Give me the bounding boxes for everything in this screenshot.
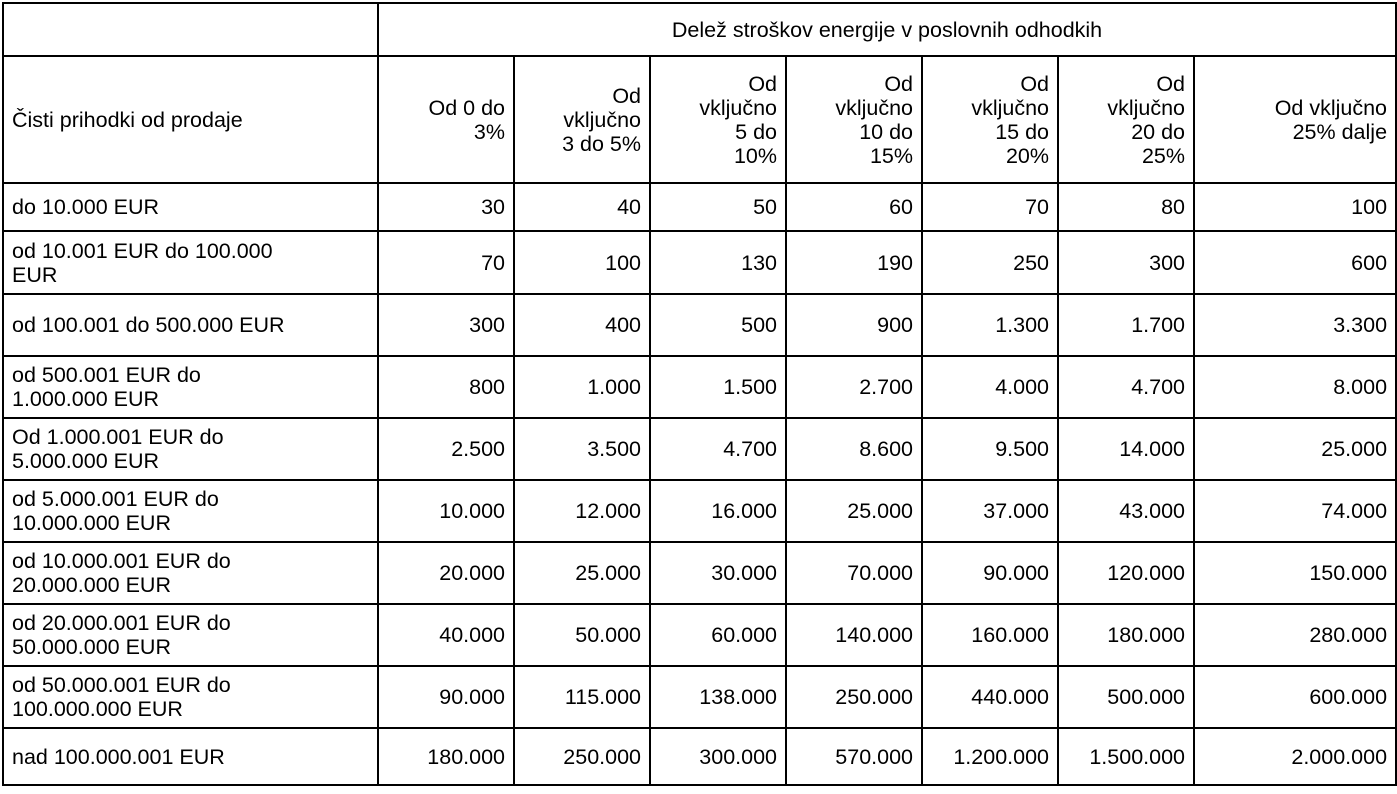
table-cell: 60.000 [650, 604, 786, 666]
table-cell: 25.000 [514, 542, 650, 604]
table-cell: 1.500.000 [1058, 728, 1194, 785]
group-header: Delež stroškov energije v poslovnih odhodkih [378, 3, 1396, 56]
table-row [3, 183, 1396, 231]
table-cell: 90.000 [378, 666, 514, 728]
column-header-line: 15% [869, 143, 913, 168]
table-cell: 70 [378, 231, 514, 294]
row-label-line: nad 100.000.001 EUR [12, 744, 225, 769]
row-label-line: 5.000.000 EUR [12, 449, 160, 473]
row-label-line: 1.000.000 EUR [12, 387, 160, 411]
row-label-line: 100.000.000 EUR [12, 697, 183, 721]
column-header-line: Od [748, 71, 777, 96]
column-header-line: 5 do [735, 119, 777, 144]
table-cell: 80 [1058, 183, 1194, 231]
table-cell: 1.700 [1058, 294, 1194, 356]
table-cell: 43.000 [1058, 480, 1194, 542]
table-cell: 190 [786, 231, 922, 294]
row-label-line: EUR [12, 262, 58, 287]
row-label [3, 356, 378, 418]
column-header-line: vključno [1107, 95, 1185, 120]
table-cell: 250.000 [786, 666, 922, 728]
table-cell: 500 [650, 294, 786, 356]
row-label [3, 294, 378, 356]
column-header-line: vključno [563, 107, 641, 132]
column-header-line: 10% [733, 143, 777, 168]
column-header-line: vključno [835, 95, 913, 120]
table-cell: 4.700 [1058, 356, 1194, 418]
table-cell: 3.300 [1194, 294, 1396, 356]
table-row [3, 542, 1396, 604]
table-cell: 300.000 [650, 728, 786, 785]
table-cell: 180.000 [378, 728, 514, 785]
table-cell: 300 [1058, 231, 1194, 294]
group-header-row [3, 3, 1396, 56]
column-header-line: 15 do [995, 119, 1049, 144]
table-cell: 90.000 [922, 542, 1058, 604]
column-header [514, 56, 650, 183]
energy-cost-table [2, 2, 1397, 786]
table-cell: 250.000 [514, 728, 650, 785]
table-cell: 600 [1194, 231, 1396, 294]
column-header-line: Od [884, 71, 913, 96]
column-header-line: 25% [1141, 143, 1185, 168]
table-cell: 570.000 [786, 728, 922, 785]
table-cell: 16.000 [650, 480, 786, 542]
row-label-line: do 10.000 EUR [12, 195, 160, 219]
column-header-line: vključno [699, 95, 777, 120]
row-label-line: od 100.001 do 500.000 EUR [12, 313, 285, 337]
table-cell: 130 [650, 231, 786, 294]
row-label [3, 480, 378, 542]
table-cell: 1.000 [514, 356, 650, 418]
row-header: Čisti prihodki od prodaje [3, 56, 378, 183]
table-cell: 160.000 [922, 604, 1058, 666]
column-header-line: Od vključno [1274, 95, 1388, 120]
row-label-line: Od 1.000.001 EUR do [12, 425, 224, 449]
table-cell: 250 [922, 231, 1058, 294]
table-cell: 74.000 [1194, 480, 1396, 542]
table-row [3, 294, 1396, 356]
row-label [3, 418, 378, 480]
column-header [1058, 56, 1194, 183]
table-row [3, 666, 1396, 728]
table-cell: 8.600 [786, 418, 922, 480]
row-label [3, 666, 378, 728]
table-cell: 1.500 [650, 356, 786, 418]
column-header-line: 20 do [1131, 119, 1185, 144]
table-cell: 12.000 [514, 480, 650, 542]
row-label [3, 231, 378, 294]
table-cell: 900 [786, 294, 922, 356]
table-row [3, 604, 1396, 666]
table-cell: 400 [514, 294, 650, 356]
table-cell: 8.000 [1194, 356, 1396, 418]
table-cell: 50.000 [514, 604, 650, 666]
table-cell: 70.000 [786, 542, 922, 604]
table-cell: 150.000 [1194, 542, 1396, 604]
column-header-line: Od [612, 83, 641, 108]
table-cell: 800 [378, 356, 514, 418]
column-header-line: 3% [473, 119, 505, 144]
column-header-line: 10 do [859, 119, 913, 144]
table-cell: 4.700 [650, 418, 786, 480]
column-header-line: Od [1020, 71, 1049, 96]
table-cell: 138.000 [650, 666, 786, 728]
column-header [1194, 56, 1396, 183]
table-cell: 30.000 [650, 542, 786, 604]
row-label-line: od 5.000.001 EUR do [12, 487, 219, 511]
column-header-line: Od [1156, 71, 1185, 96]
table-row [3, 728, 1396, 785]
table-cell: 40 [514, 183, 650, 231]
column-header-line: 25% dalje [1292, 119, 1388, 144]
table-cell: 115.000 [514, 666, 650, 728]
column-header-line: vključno [971, 95, 1049, 120]
table-cell: 100 [1194, 183, 1396, 231]
column-header [378, 56, 514, 183]
row-label [3, 542, 378, 604]
table-cell: 14.000 [1058, 418, 1194, 480]
table-cell: 1.300 [922, 294, 1058, 356]
table-cell: 3.500 [514, 418, 650, 480]
table-row [3, 480, 1396, 542]
table-cell: 37.000 [922, 480, 1058, 542]
column-header-line: 3 do 5% [562, 131, 641, 156]
row-label-line: od 10.000.001 EUR do [12, 549, 231, 573]
row-label [3, 728, 378, 785]
row-label-line: od 20.000.001 EUR do [12, 611, 231, 635]
row-label-line: 50.000.000 EUR [12, 635, 171, 659]
table-cell: 440.000 [922, 666, 1058, 728]
table-cell: 2.500 [378, 418, 514, 480]
table-cell: 30 [378, 183, 514, 231]
column-header-line: Od 0 do [428, 95, 505, 120]
table-cell: 1.200.000 [922, 728, 1058, 785]
table-cell: 2.700 [786, 356, 922, 418]
table-cell: 180.000 [1058, 604, 1194, 666]
table-cell: 300 [378, 294, 514, 356]
row-label-line: od 500.001 EUR do [12, 363, 201, 387]
column-header-line: 20% [1005, 143, 1049, 168]
table-cell: 9.500 [922, 418, 1058, 480]
table-row [3, 356, 1396, 418]
table-cell: 25.000 [1194, 418, 1396, 480]
table-cell: 10.000 [378, 480, 514, 542]
table-cell: 40.000 [378, 604, 514, 666]
table-cell: 70 [922, 183, 1058, 231]
corner-cell [3, 3, 378, 56]
table-cell: 2.000.000 [1194, 728, 1396, 785]
row-label-line: od 10.001 EUR do 100.000 [12, 238, 273, 263]
table-cell: 500.000 [1058, 666, 1194, 728]
table-cell: 120.000 [1058, 542, 1194, 604]
row-label [3, 183, 378, 231]
table-cell: 600.000 [1194, 666, 1396, 728]
table-cell: 50 [650, 183, 786, 231]
column-header-row [3, 56, 1396, 183]
row-label-line: 20.000.000 EUR [12, 573, 171, 597]
table-cell: 60 [786, 183, 922, 231]
row-label-line: od 50.000.001 EUR do [12, 673, 231, 697]
row-label [3, 604, 378, 666]
column-header [786, 56, 922, 183]
table-row [3, 231, 1396, 294]
row-label-line: 10.000.000 EUR [12, 511, 171, 535]
table-cell: 20.000 [378, 542, 514, 604]
table-cell: 100 [514, 231, 650, 294]
table-cell: 4.000 [922, 356, 1058, 418]
column-header [650, 56, 786, 183]
table-cell: 280.000 [1194, 604, 1396, 666]
table-cell: 140.000 [786, 604, 922, 666]
table-row [3, 418, 1396, 480]
column-header [922, 56, 1058, 183]
table-cell: 25.000 [786, 480, 922, 542]
